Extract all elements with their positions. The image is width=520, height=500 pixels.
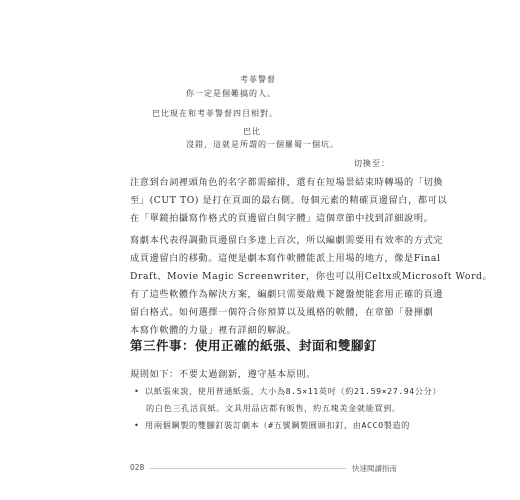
paragraph-line: 成頁邊留白的移動。這便是劇本寫作軟體能派上用場的地方，像是Final [130,253,441,264]
book-title: 快速閱讀指南 [352,464,397,473]
paragraph-line: 寫劇本代表得調動頁邊留白多達上百次，所以編劇需要用有效率的方式完 [130,235,444,246]
section-heading: 第三件事：使用正確的紙張、封面和雙腳釘 [130,338,378,353]
bullet-item-line: • 用兩個鋼製的雙腳釘裝訂劇本（#五號鋼製圓頭扣釘，由ACCO製造的 [134,420,410,430]
paragraph-line: Draft、Movie Magic Screenwriter，你也可以用Celtx或Microsoft Word。 [130,271,493,282]
bullet-item-line: 的白色三孔活頁紙。文具用品店都有販售，約五塊美金就能買到。 [146,403,401,413]
footer-divider [150,468,346,469]
page-number: 028 [130,463,145,472]
script-dialogue-line: 沒錯，這就是所謂的一個羅蜀一個坑。 [186,140,339,149]
script-character-name: 考菲警督 [240,75,276,84]
paragraph-line: 本寫作軟體的力量」裡有詳細的解說。 [130,325,297,336]
paragraph-line: 注意到台詞裡頭角色的名字都需縮排，還有在短場景結束時轉場的「切換 [130,177,444,188]
paragraph-line: 在「單鏡拍攝寫作格式的頁邊留白與字體」這個章節中找到詳細說明。 [130,213,434,224]
script-character-name: 巴比 [243,127,261,136]
rules-intro: 規則如下：不要太過創新，遵守基本原則。 [130,369,316,380]
paragraph-line: 至」(CUT TO) 是打在頁面的最右側。每個元素的精確頁邊留白，都可以 [130,195,448,206]
paragraph-line: 留白格式。如何選擇一個符合你預算以及風格的軟體，在章節「發揮劇 [130,307,434,318]
paragraph-line: 有了這些軟體作為解決方案，編劇只需要敲幾下鍵盤便能套用正確的頁邊 [130,289,444,300]
bullet-item-line: • 以紙張來說，使用普通紙張、大小為8.5×11英吋（約21.59×27.94公分） [134,386,442,396]
script-dialogue-line: 你一定是個難搞的人。 [186,89,276,98]
script-action-line: 巴比現在和考菲警督四目相對。 [152,109,278,118]
script-transition: 切換至： [354,159,390,168]
